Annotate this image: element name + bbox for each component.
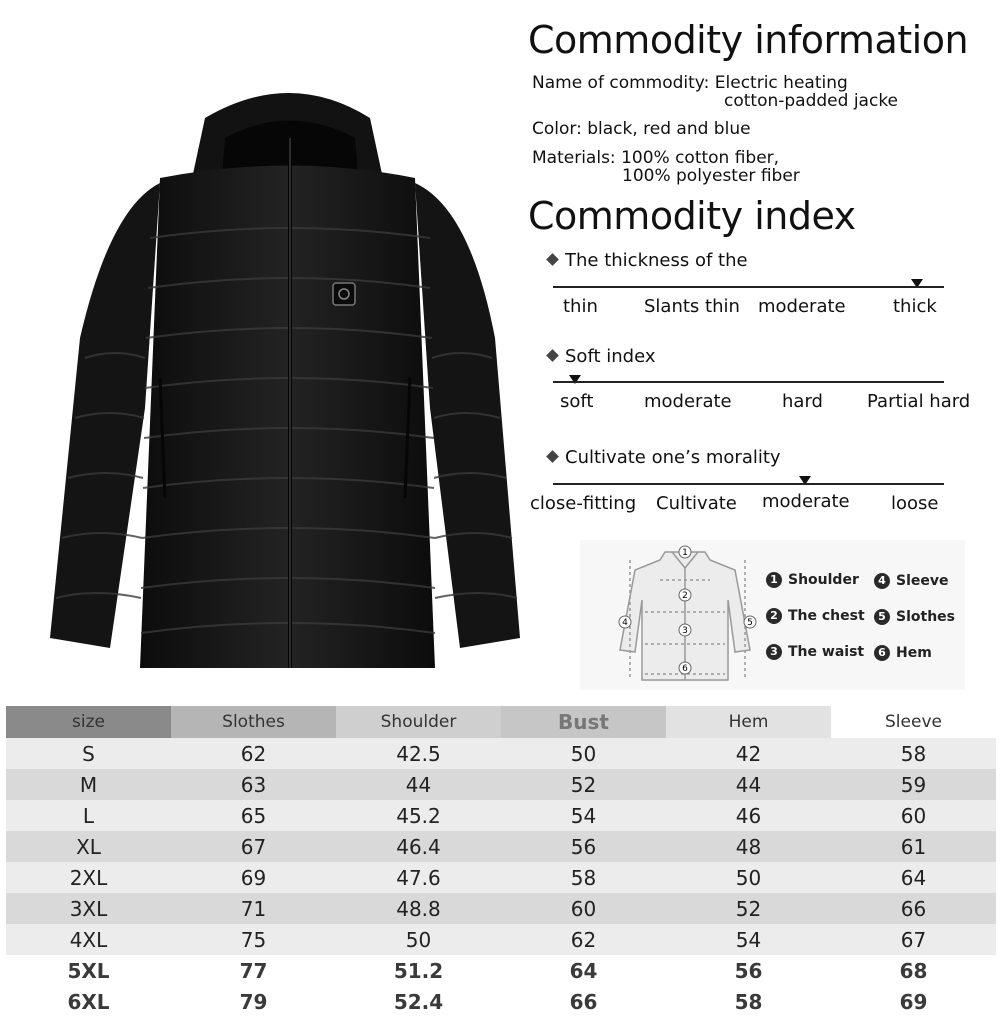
- table-row: [6, 738, 996, 769]
- table-cell: 63: [171, 769, 336, 800]
- table-cell: 54: [501, 800, 666, 831]
- table-row: [6, 986, 996, 1017]
- header-sleeve: Sleeve: [831, 706, 996, 738]
- table-cell: M: [6, 769, 171, 800]
- table-cell: 56: [666, 955, 831, 986]
- legend-number: 2: [766, 608, 782, 624]
- table-row: [6, 924, 996, 955]
- table-cell: 44: [336, 769, 501, 800]
- measurement-diagram: [580, 540, 965, 690]
- table-cell: 60: [831, 800, 996, 831]
- table-cell: XL: [6, 831, 171, 862]
- soft-scale-line: [553, 381, 944, 383]
- table-cell: 56: [501, 831, 666, 862]
- thickness-title-text: The thickness of the: [565, 250, 748, 271]
- marker-number: 6: [682, 664, 688, 674]
- legend-label: The waist: [788, 644, 865, 660]
- color-line: Color: black, red and blue: [532, 119, 751, 139]
- cultivate-scale-title: [548, 447, 781, 468]
- marker-number: 1: [682, 548, 688, 558]
- name-label: Name of commodity:: [532, 73, 710, 93]
- header-shoulder: Shoulder: [336, 706, 501, 738]
- thickness-scale-title: [548, 250, 748, 271]
- soft-label-moderate: moderate: [644, 391, 732, 412]
- table-cell: 2XL: [6, 862, 171, 893]
- cultivate-label-close-fitting: close-fitting: [530, 493, 637, 514]
- soft-title-text: Soft index: [565, 346, 656, 367]
- marker-number: 2: [682, 591, 688, 601]
- table-row: [6, 862, 996, 893]
- size-table: [6, 706, 996, 1017]
- table-cell: 69: [831, 986, 996, 1017]
- materials: [532, 149, 779, 167]
- marker-number: 4: [622, 618, 628, 628]
- table-cell: 6XL: [6, 986, 171, 1017]
- legend-number: 4: [874, 573, 890, 589]
- diamond-icon: [546, 349, 559, 362]
- legend-number: 1: [766, 572, 782, 588]
- name-line2: cotton-padded jacke: [724, 91, 899, 111]
- table-cell: 65: [171, 800, 336, 831]
- table-cell: 50: [666, 862, 831, 893]
- table-row: [6, 893, 996, 924]
- legend-chest: [766, 608, 865, 624]
- table-cell: 42: [666, 738, 831, 769]
- table-cell: 58: [666, 986, 831, 1017]
- commodity-index-heading: Commodity index: [528, 194, 856, 238]
- table-cell: 66: [831, 893, 996, 924]
- materials-line1: 100% cotton fiber,: [621, 148, 780, 168]
- thickness-label-moderate: moderate: [758, 296, 846, 317]
- table-cell: 79: [171, 986, 336, 1017]
- legend-sleeve: [874, 573, 949, 589]
- table-cell: 46: [666, 800, 831, 831]
- table-cell: 50: [336, 924, 501, 955]
- table-cell: 60: [501, 893, 666, 924]
- legend-label: Slothes: [896, 609, 955, 625]
- name-line1: Electric heating: [714, 73, 848, 93]
- table-cell: S: [6, 738, 171, 769]
- table-cell: 64: [831, 862, 996, 893]
- cultivate-label-loose: loose: [891, 493, 939, 514]
- jacket-image: [40, 78, 530, 678]
- cultivate-scale-line: [553, 483, 944, 485]
- table-cell: 64: [501, 955, 666, 986]
- legend-label: Shoulder: [788, 572, 859, 588]
- soft-label-partial-hard: Partial hard: [867, 391, 971, 412]
- name-of-commodity: [532, 74, 848, 92]
- table-row: [6, 831, 996, 862]
- table-cell: 51.2: [336, 955, 501, 986]
- legend-number: 6: [874, 645, 890, 661]
- table-cell: 52: [501, 769, 666, 800]
- legend-number: 5: [874, 609, 890, 625]
- diamond-icon: [546, 253, 559, 266]
- table-cell: 67: [831, 924, 996, 955]
- table-cell: 5XL: [6, 955, 171, 986]
- diamond-icon: [546, 450, 559, 463]
- table-cell: 47.6: [336, 862, 501, 893]
- table-cell: 66: [501, 986, 666, 1017]
- table-cell: 71: [171, 893, 336, 924]
- table-cell: 46.4: [336, 831, 501, 862]
- legend-number: 3: [766, 644, 782, 660]
- table-cell: 4XL: [6, 924, 171, 955]
- materials-label: Materials:: [532, 148, 616, 168]
- soft-label-hard: hard: [782, 391, 823, 412]
- table-cell: 61: [831, 831, 996, 862]
- table-cell: 3XL: [6, 893, 171, 924]
- header-hem: Hem: [666, 706, 831, 738]
- table-cell: 48: [666, 831, 831, 862]
- table-cell: 77: [171, 955, 336, 986]
- soft-label-soft: soft: [560, 391, 594, 412]
- thickness-label-thin: thin: [563, 296, 598, 317]
- table-cell: 75: [171, 924, 336, 955]
- marker-number: 3: [682, 626, 688, 636]
- table-row: [6, 769, 996, 800]
- soft-scale-title: [548, 346, 655, 367]
- legend-waist: [766, 644, 864, 660]
- legend-slothes: [874, 609, 955, 625]
- cultivate-label-moderate: moderate: [762, 491, 850, 512]
- header-bust: Bust: [501, 706, 666, 738]
- header-slothes: Slothes: [171, 706, 336, 738]
- thickness-label-slants-thin: Slants thin: [644, 296, 740, 317]
- legend-hem: [874, 645, 932, 661]
- table-cell: 52: [666, 893, 831, 924]
- shirt-outline-icon: [610, 540, 765, 690]
- legend-label: Sleeve: [896, 573, 949, 589]
- thickness-scale-line: [553, 286, 944, 288]
- table-cell: 59: [831, 769, 996, 800]
- materials-line2: 100% polyester fiber: [622, 166, 800, 186]
- table-cell: 50: [501, 738, 666, 769]
- legend-label: Hem: [896, 645, 932, 661]
- size-table-header: [6, 706, 996, 738]
- table-row: [6, 800, 996, 831]
- table-cell: 48.8: [336, 893, 501, 924]
- commodity-info-heading: Commodity information: [528, 18, 969, 62]
- table-cell: 52.4: [336, 986, 501, 1017]
- cultivate-label-cultivate: Cultivate: [656, 493, 737, 514]
- table-cell: 67: [171, 831, 336, 862]
- legend-shoulder: [766, 572, 859, 588]
- table-cell: 62: [171, 738, 336, 769]
- legend-label: The chest: [788, 608, 865, 624]
- table-cell: 44: [666, 769, 831, 800]
- table-cell: 69: [171, 862, 336, 893]
- table-cell: L: [6, 800, 171, 831]
- table-cell: 68: [831, 955, 996, 986]
- table-cell: 45.2: [336, 800, 501, 831]
- table-cell: 58: [831, 738, 996, 769]
- thickness-label-thick: thick: [893, 296, 937, 317]
- cultivate-title-text: Cultivate one’s morality: [565, 447, 781, 468]
- table-cell: 42.5: [336, 738, 501, 769]
- table-cell: 54: [666, 924, 831, 955]
- marker-number: 5: [747, 618, 753, 628]
- table-cell: 62: [501, 924, 666, 955]
- size-table-body: [6, 738, 996, 1017]
- header-size: size: [6, 706, 171, 738]
- table-row: [6, 955, 996, 986]
- table-cell: 58: [501, 862, 666, 893]
